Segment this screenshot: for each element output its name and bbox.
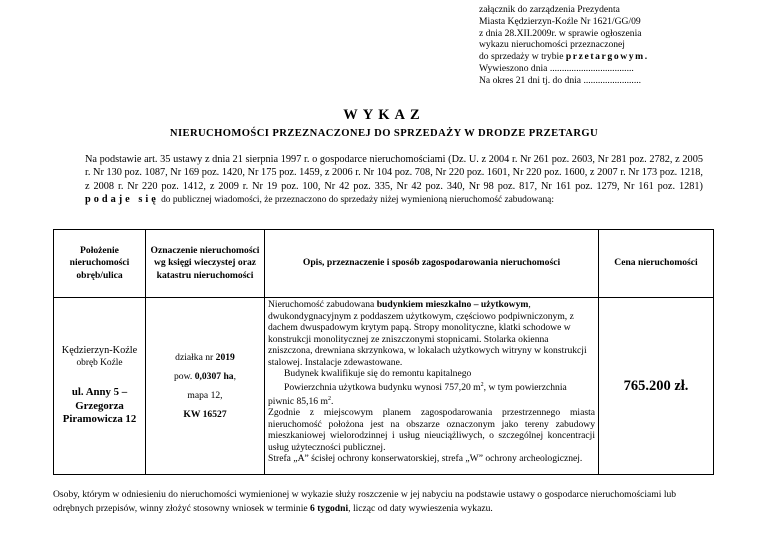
description-cell xyxy=(265,298,599,475)
plot-number: 2019 xyxy=(215,352,235,363)
header-location: Położenie nieruchomości obręb/ulica xyxy=(54,230,146,298)
description-text: , dwukondygnacyjnym z poddaszem użytkowym, częściowo podpiwniczonym, z dachem dwuspadowym krytym papą. Stropy monolityczne, klatki schodowe w konstrukcji monolitycznej ze zniszczonymi stopnicami. Stolarka okienna zniszczona, drewniana skrzynkowa, w lokalach użytkowych witryny w konstrukcji stalowej. Instalacje zdewastowane. xyxy=(268,299,587,368)
annex-note xyxy=(479,4,649,87)
deadline: 6 tygodni xyxy=(310,502,349,514)
header-price: Cena nieruchomości xyxy=(599,230,714,298)
legal-basis-text: Na podstawie art. 35 ustawy z dnia 21 sierpnia 1997 r. o gospodarce nieruchomościami (Dz. U. z 2004 r. Nr 261 poz. 2603, Nr 281 poz. 2782, z 2005 r. Nr 130 poz. 1087, Nr 169 poz. 1420, Nr 175 poz. 1459, z 2006 r. Nr 104 poz. 708, Nr 220 poz. 1601, Nr 220 poz. 1600, z 2007 r. Nr 173 poz. 1218, z 2008 r. Nr 220 poz. 1412, z 2009 r. Nr 19 poz. 100, Nr 42 poz. 335, Nr 42 poz. 340, Nr 98 poz. 817, Nr 161 poz. 1279, Nr 161 poz. 1281) xyxy=(85,154,703,192)
period-line: Na okres 21 dni tj. do dnia ........................ xyxy=(479,74,642,86)
floor-area-paragraph xyxy=(268,380,595,407)
renovation-note: Budynek kwalifikuje się do remontu kapitalnego xyxy=(284,368,472,380)
annex-line: wykazu nieruchomości przeznaczonej xyxy=(479,39,625,51)
document-title: WYKAZ xyxy=(343,107,425,123)
district: obręb Koźle xyxy=(76,358,123,369)
annex-line: załącznik do zarządzenia Prezydenta xyxy=(479,4,620,15)
location-cell xyxy=(54,298,146,475)
property-table xyxy=(53,229,714,475)
description-paragraph xyxy=(268,299,595,368)
table-header-row xyxy=(54,230,714,298)
header-designation: Oznaczenie nieruchomości wg księgi wieczystej oraz katastru nieruchomości xyxy=(146,230,265,298)
legal-basis-tail: do publicznej wiadomości, że przeznaczono do sprzedaży niżej wymienioną nieruchomość zabudowaną: xyxy=(158,195,554,206)
posted-date-line: Wywieszono dnia ................................... xyxy=(479,62,634,74)
plot-number-line xyxy=(146,352,264,363)
claims-tail: , licząc od daty wywieszenia wykazu. xyxy=(348,502,493,514)
superscript: 2 xyxy=(480,381,484,388)
annex-line: z dnia 28.XII.2009r. w sprawie ogłoszenia xyxy=(479,27,642,39)
zoning-paragraph: Zgodnie z miejscowym planem zagospodarowania przestrzennego miasta nieruchomość położona jest na obszarze oznaczonym jako tereny zabudowy mieszkaniowej wielorodzinnej i usług nieuciążliwych, o szczególnej koncentracji usług użyteczności publicznej. xyxy=(268,407,595,453)
floor-area-text: , w tym powierzchnia piwnic 85,16 m xyxy=(268,382,567,407)
annex-line: Miasta Kędzierzyn-Koźle Nr 1621/GG/09 xyxy=(479,15,641,27)
plot-label: działka nr xyxy=(175,352,216,363)
claims-notice xyxy=(53,488,713,515)
table-row xyxy=(54,298,714,475)
superscript: 2 xyxy=(327,395,331,402)
designation-cell xyxy=(146,298,265,475)
tender-mode: przetargowym. xyxy=(565,51,649,63)
conservation-zone: Strefa „A” ścisłej ochrony konserwatorskiej, strefa „W” ochrony archeologicznej. xyxy=(268,453,583,465)
area-line xyxy=(146,371,264,382)
area-value: 0,0307 ha xyxy=(194,371,234,382)
floor-area-text: Powierzchnia użytkowa budynku wynosi 757,20 m xyxy=(284,382,481,394)
annex-line xyxy=(479,51,649,63)
price-cell: 765.200 zł. xyxy=(599,298,714,475)
land-register-number: KW 16527 xyxy=(183,409,227,420)
claims-text: Osoby, którym w odniesieniu do nieruchomości wymienionej w wykazie służy roszczenie w jej nabyciu na podstawie ustawy o gospodarce nieruchomościami lub odrębnych przepisów, winny złożyć stosowny wniosek w terminie xyxy=(53,489,677,514)
street-address: ul. Anny 5 – Grzegorza Piramowicza 12 xyxy=(62,386,137,426)
floor-area-text: . xyxy=(330,395,334,407)
map-number: mapa 12, xyxy=(187,390,223,401)
header-description: Opis, przeznaczenie i sposób zagospodarowania nieruchomości xyxy=(265,230,599,298)
description-text: Nieruchomość zabudowana xyxy=(268,299,377,310)
announcement-verb: podaje się xyxy=(85,194,159,206)
city: Kędzierzyn-Koźle xyxy=(61,345,138,357)
area-suffix: , xyxy=(233,371,237,382)
legal-basis-paragraph xyxy=(85,153,703,208)
annex-line-text: do sprzedaży w trybie xyxy=(479,51,566,63)
building-type: budynkiem mieszkalno – użytkowym xyxy=(376,299,529,310)
document-subtitle: NIERUCHOMOŚCI PRZEZNACZONEJ DO SPRZEDAŻY W DRODZE PRZETARGU xyxy=(169,128,599,139)
area-label: pow. xyxy=(173,371,195,382)
